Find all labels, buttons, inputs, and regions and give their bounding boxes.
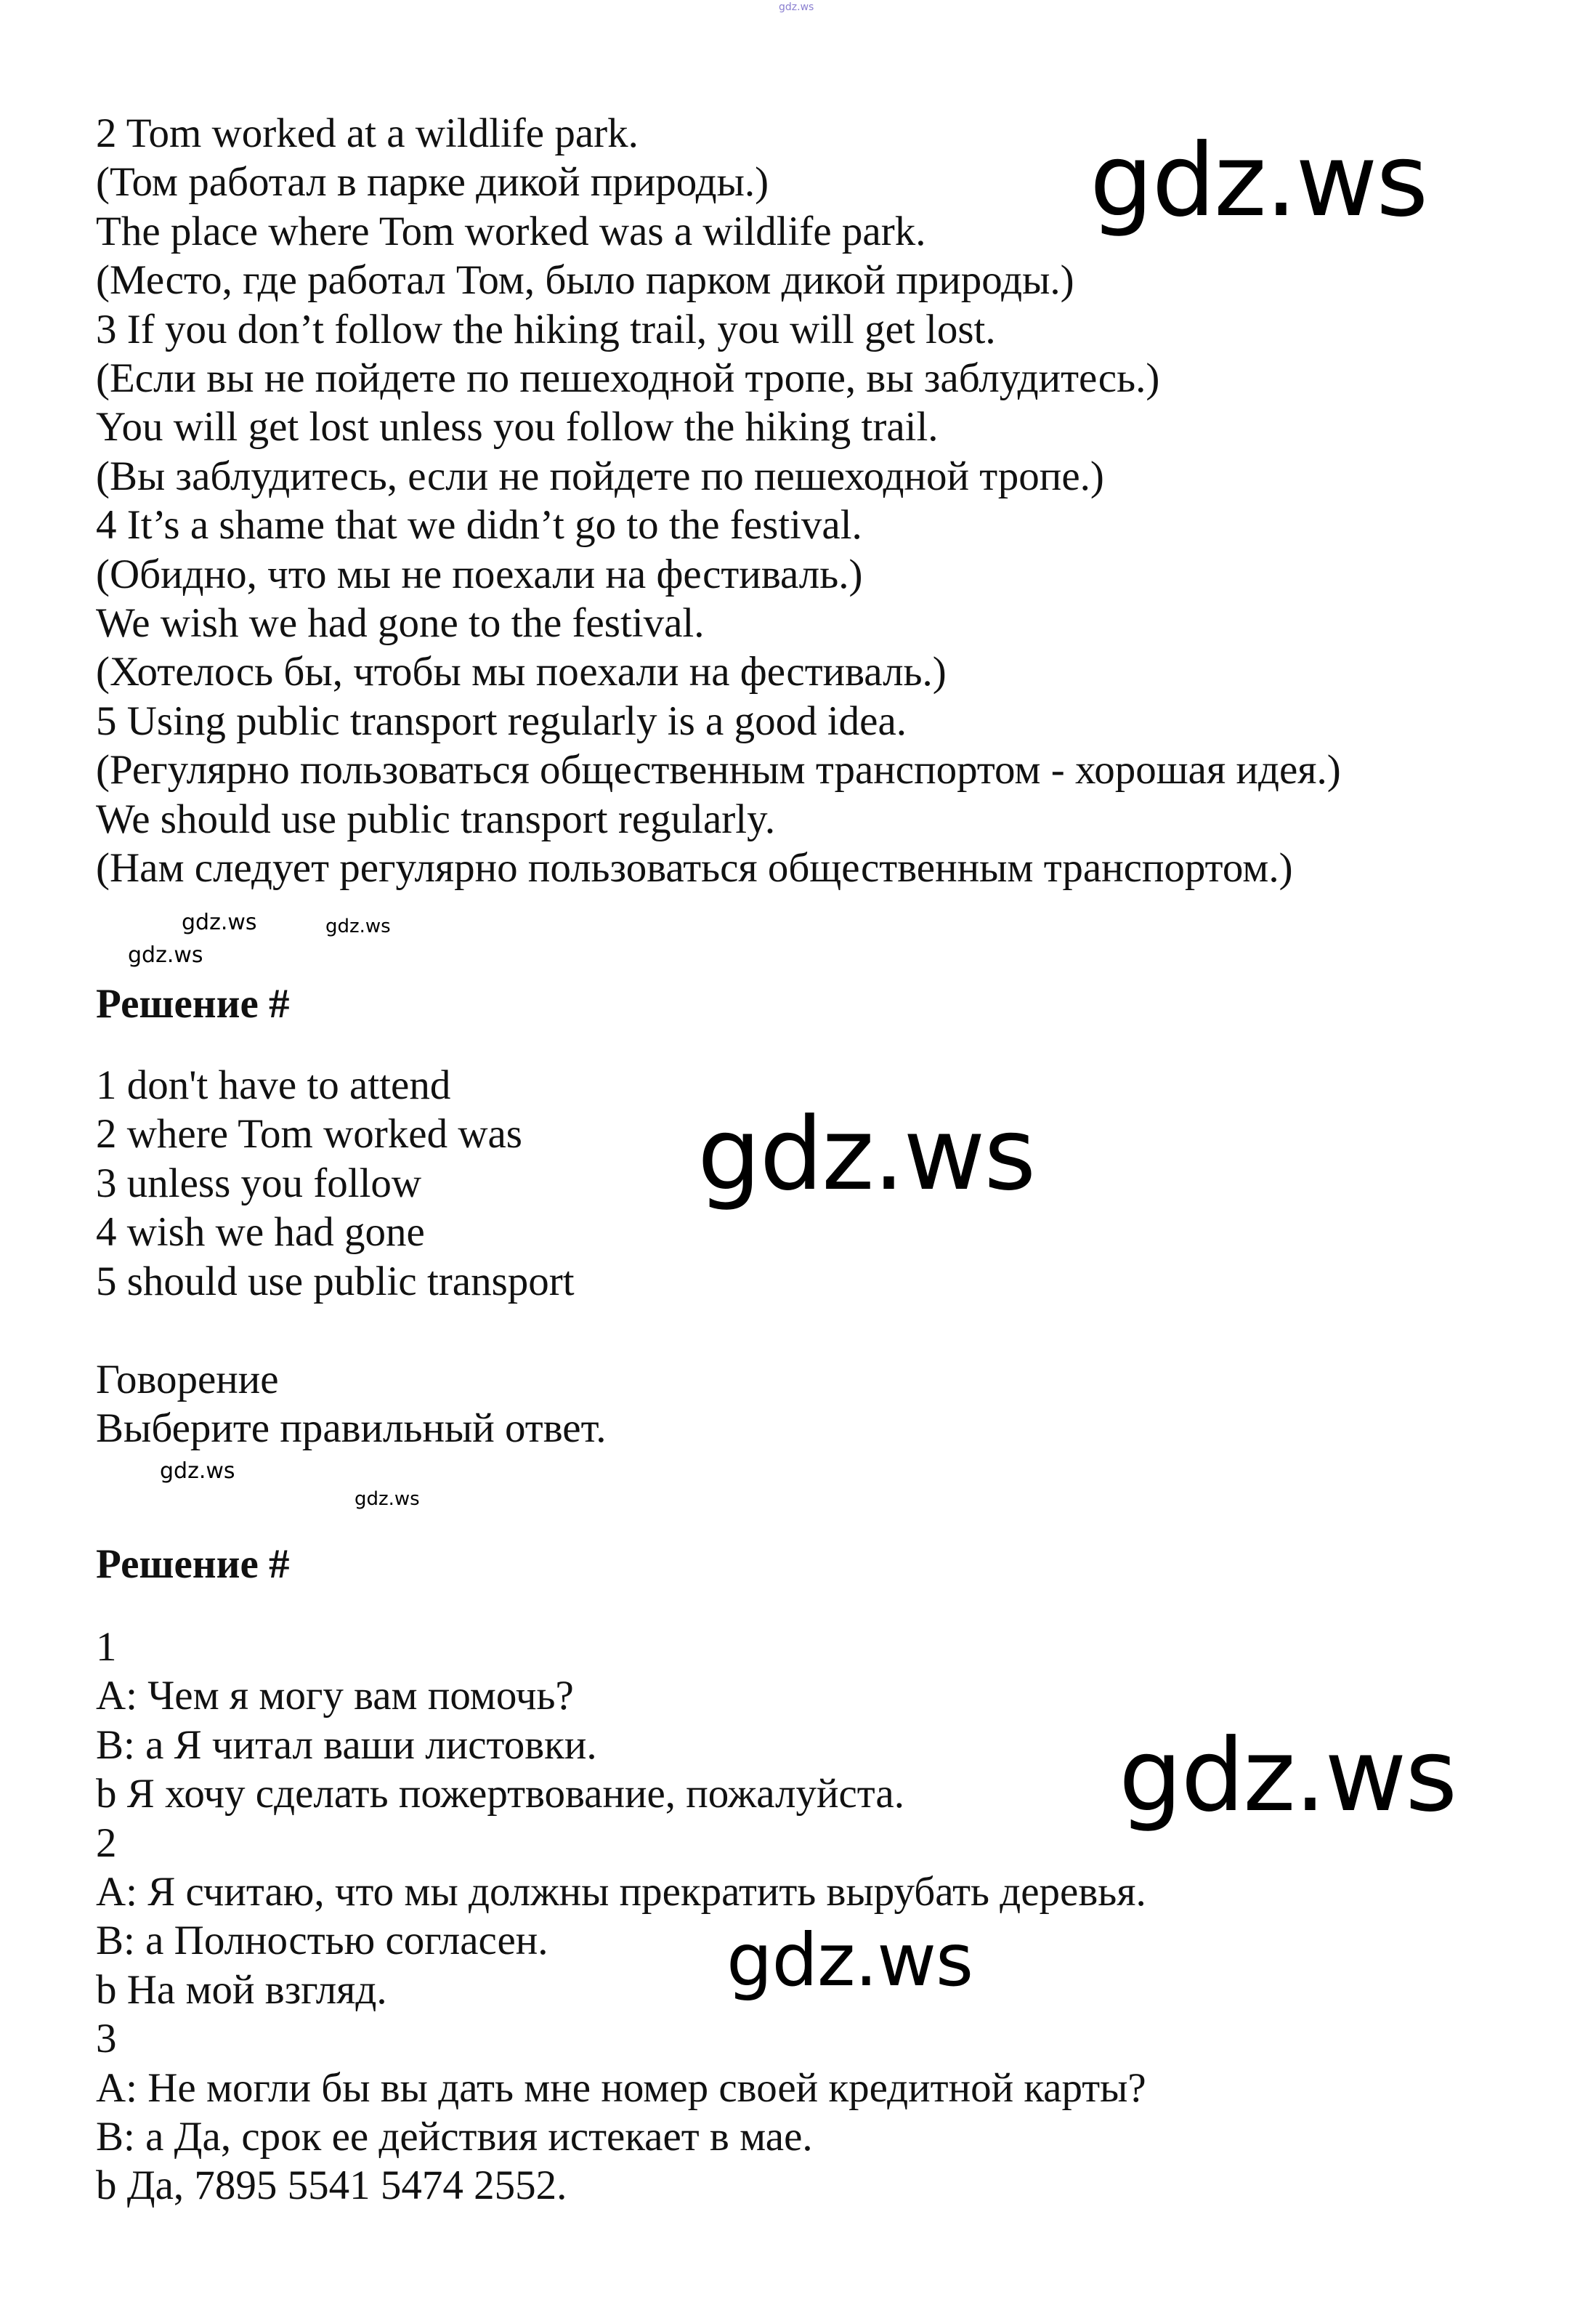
dialogue-line: A: Не могли бы вы дать мне номер своей кредитной карты? xyxy=(96,2064,1146,2111)
text-line: (Регулярно пользоваться общественным транспортом - хорошая идея.) xyxy=(96,747,1341,793)
watermark-small: gdz.ws xyxy=(182,910,257,935)
text-line: 3 If you don’t follow the hiking trail, you will get lost. xyxy=(96,306,996,352)
speaking-title: Говорение xyxy=(96,1357,279,1402)
text-line: (Нам следует регулярно пользоваться общественным транспортом.) xyxy=(96,845,1293,892)
solution-heading-2: Решение # xyxy=(96,1541,290,1587)
dialogue-line: B: a Да, срок ее действия истекает в мае. xyxy=(96,2114,813,2160)
text-line: 5 Using public transport regularly is a good idea. xyxy=(96,698,907,744)
dialogue-line: b На мой взгляд. xyxy=(96,1966,387,2013)
dialogue-line: 1 xyxy=(96,1624,117,1670)
answer-line: 5 should use public transport xyxy=(96,1258,575,1304)
dialogue-line: B: a Я читал ваши листовки. xyxy=(96,1721,597,1768)
answer-line: 2 where Tom worked was xyxy=(96,1111,522,1158)
answer-line: 4 wish we had gone xyxy=(96,1209,425,1256)
watermark-small: gdz.ws xyxy=(128,942,203,968)
answer-line: 1 don't have to attend xyxy=(96,1062,451,1108)
watermark: gdz.ws xyxy=(1119,1717,1457,1834)
text-line: (Если вы не пойдете по пешеходной тропе, вы заблудитесь.) xyxy=(96,355,1160,402)
dialogue-line: b Да, 7895 5541 5474 2552. xyxy=(96,2162,567,2209)
dialogue-line: A: Я считаю, что мы должны прекратить вырубать деревья. xyxy=(96,1869,1146,1915)
solution-answers xyxy=(96,1061,575,1306)
watermark-small: gdz.ws xyxy=(325,916,391,937)
text-line: (Обидно, что мы не поехали на фестиваль.) xyxy=(96,551,863,597)
watermark: gdz.ws xyxy=(726,1918,973,2003)
watermark: gdz.ws xyxy=(697,1096,1035,1213)
speaking-instruction: Выберите правильный ответ. xyxy=(96,1405,607,1452)
watermark-small: gdz.ws xyxy=(160,1458,235,1484)
text-line: 2 Tom worked at a wildlife park. xyxy=(96,110,639,156)
text-line: 4 It’s a shame that we didn’t go to the festival. xyxy=(96,502,862,549)
watermark-small: gdz.ws xyxy=(355,1488,420,1510)
text-line: (Место, где работал Том, было парком дикой природы.) xyxy=(96,257,1074,304)
dialogue-line: 3 xyxy=(96,2016,117,2062)
dialogue-answers xyxy=(96,1623,1146,2210)
text-line: (Хотелось бы, чтобы мы поехали на фестиваль.) xyxy=(96,649,947,695)
text-line: The place where Tom worked was a wildlife park. xyxy=(96,208,926,254)
watermark-top: gdz.ws xyxy=(779,1,814,13)
dialogue-line: b Я хочу сделать пожертвование, пожалуйста. xyxy=(96,1771,904,1817)
watermark: gdz.ws xyxy=(1090,122,1427,239)
dialogue-line: A: Чем я могу вам помочь? xyxy=(96,1673,574,1719)
text-line: You will get lost unless you follow the hiking trail. xyxy=(96,404,939,451)
text-line: We should use public transport regularly. xyxy=(96,796,776,842)
dialogue-line: 2 xyxy=(96,1820,117,1866)
speaking-section xyxy=(96,1355,606,1453)
text-line: (Том работал в парке дикой природы.) xyxy=(96,159,769,206)
text-line: We wish we had gone to the festival. xyxy=(96,600,705,647)
text-line: (Вы заблудитесь, если не пойдете по пешеходной тропе.) xyxy=(96,453,1104,499)
answer-line: 3 unless you follow xyxy=(96,1160,422,1206)
solution-heading-1: Решение # xyxy=(96,981,290,1027)
dialogue-line: B: a Полностью согласен. xyxy=(96,1918,548,1964)
